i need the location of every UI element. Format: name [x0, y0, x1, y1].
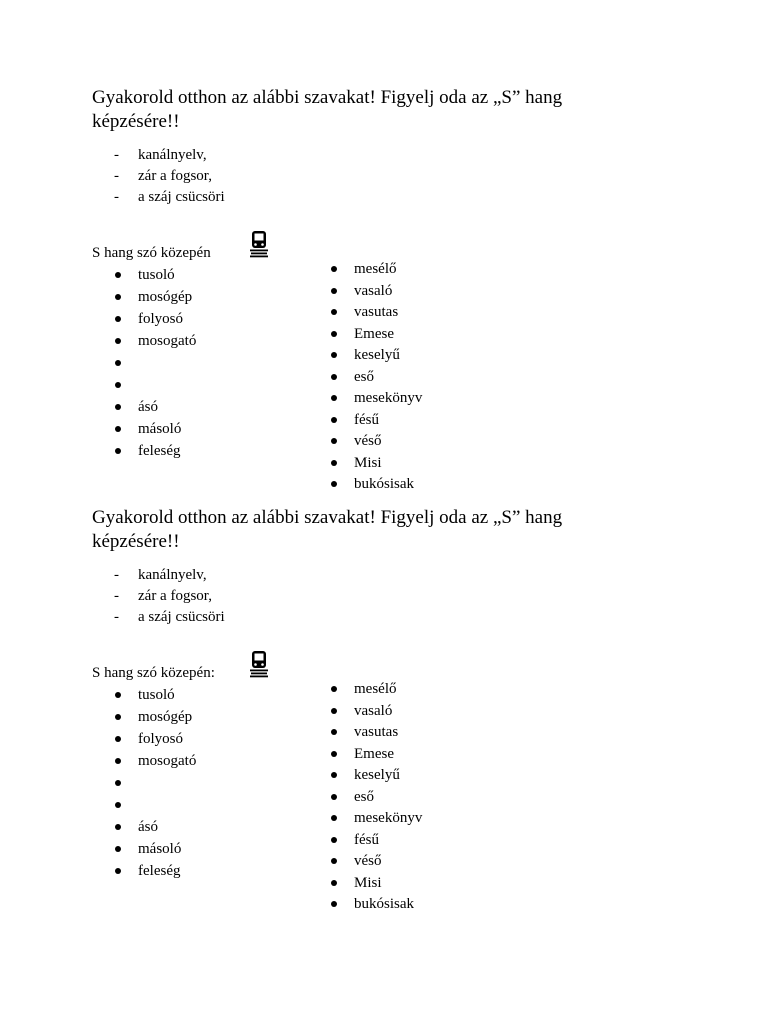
word-item-empty: [115, 352, 196, 374]
word-item: vasaló: [331, 281, 422, 303]
word-item: vasutas: [331, 722, 422, 744]
word-item: folyosó: [115, 308, 196, 330]
word-item: mesélő: [331, 679, 422, 701]
word-item: tusoló: [115, 684, 196, 706]
subheading: S hang szó közepén: [92, 245, 211, 261]
word-list-left: [115, 684, 196, 882]
exercise-section-1: [0, 0, 768, 492]
word-item: bukósisak: [331, 474, 422, 496]
subheading: S hang szó közepén:: [92, 665, 215, 681]
exercise-heading: Gyakorold otthon az alábbi szavakat! Figyelj oda az „S” hang képzésére!!: [92, 87, 563, 132]
word-item: mesekönyv: [331, 388, 422, 410]
word-item: keselyű: [331, 345, 422, 367]
word-item: mesélő: [331, 259, 422, 281]
word-item-empty: [115, 794, 196, 816]
instruction-item: - kanálnyelv,: [114, 565, 225, 586]
word-list-right: [331, 679, 422, 916]
word-item: mosogató: [115, 750, 196, 772]
word-item: mosógép: [115, 286, 196, 308]
exercise-section-2: [0, 420, 768, 912]
word-item: véső: [331, 851, 422, 873]
word-item-empty: [115, 772, 196, 794]
word-item-empty: [115, 374, 196, 396]
word-item: Misi: [331, 453, 422, 475]
word-item: Misi: [331, 873, 422, 895]
word-item: Emese: [331, 744, 422, 766]
word-item: másoló: [115, 418, 196, 440]
word-item: mosogató: [115, 330, 196, 352]
word-item: Emese: [331, 324, 422, 346]
word-item: ásó: [115, 396, 196, 418]
train-icon: [249, 650, 269, 678]
instruction-item: - zár a fogsor,: [114, 166, 225, 187]
word-item: másoló: [115, 838, 196, 860]
word-item: feleség: [115, 440, 196, 462]
instruction-list: [114, 145, 225, 208]
word-item: mesekönyv: [331, 808, 422, 830]
word-item: tusoló: [115, 264, 196, 286]
instruction-item: - kanálnyelv,: [114, 145, 225, 166]
word-item: vasaló: [331, 701, 422, 723]
word-item: bukósisak: [331, 894, 422, 916]
train-icon: [249, 230, 269, 258]
word-item: fésű: [331, 830, 422, 852]
word-item: eső: [331, 787, 422, 809]
exercise-heading: Gyakorold otthon az alábbi szavakat! Figyelj oda az „S” hang képzésére!!: [92, 507, 563, 552]
word-item: véső: [331, 431, 422, 453]
word-item: eső: [331, 367, 422, 389]
instruction-list: [114, 565, 225, 628]
word-item: vasutas: [331, 302, 422, 324]
word-item: fésű: [331, 410, 422, 432]
instruction-item: - a száj csücsöri: [114, 607, 225, 628]
word-item: keselyű: [331, 765, 422, 787]
word-item: folyosó: [115, 728, 196, 750]
word-item: feleség: [115, 860, 196, 882]
instruction-item: - zár a fogsor,: [114, 586, 225, 607]
word-item: mosógép: [115, 706, 196, 728]
word-item: ásó: [115, 816, 196, 838]
instruction-item: - a száj csücsöri: [114, 187, 225, 208]
